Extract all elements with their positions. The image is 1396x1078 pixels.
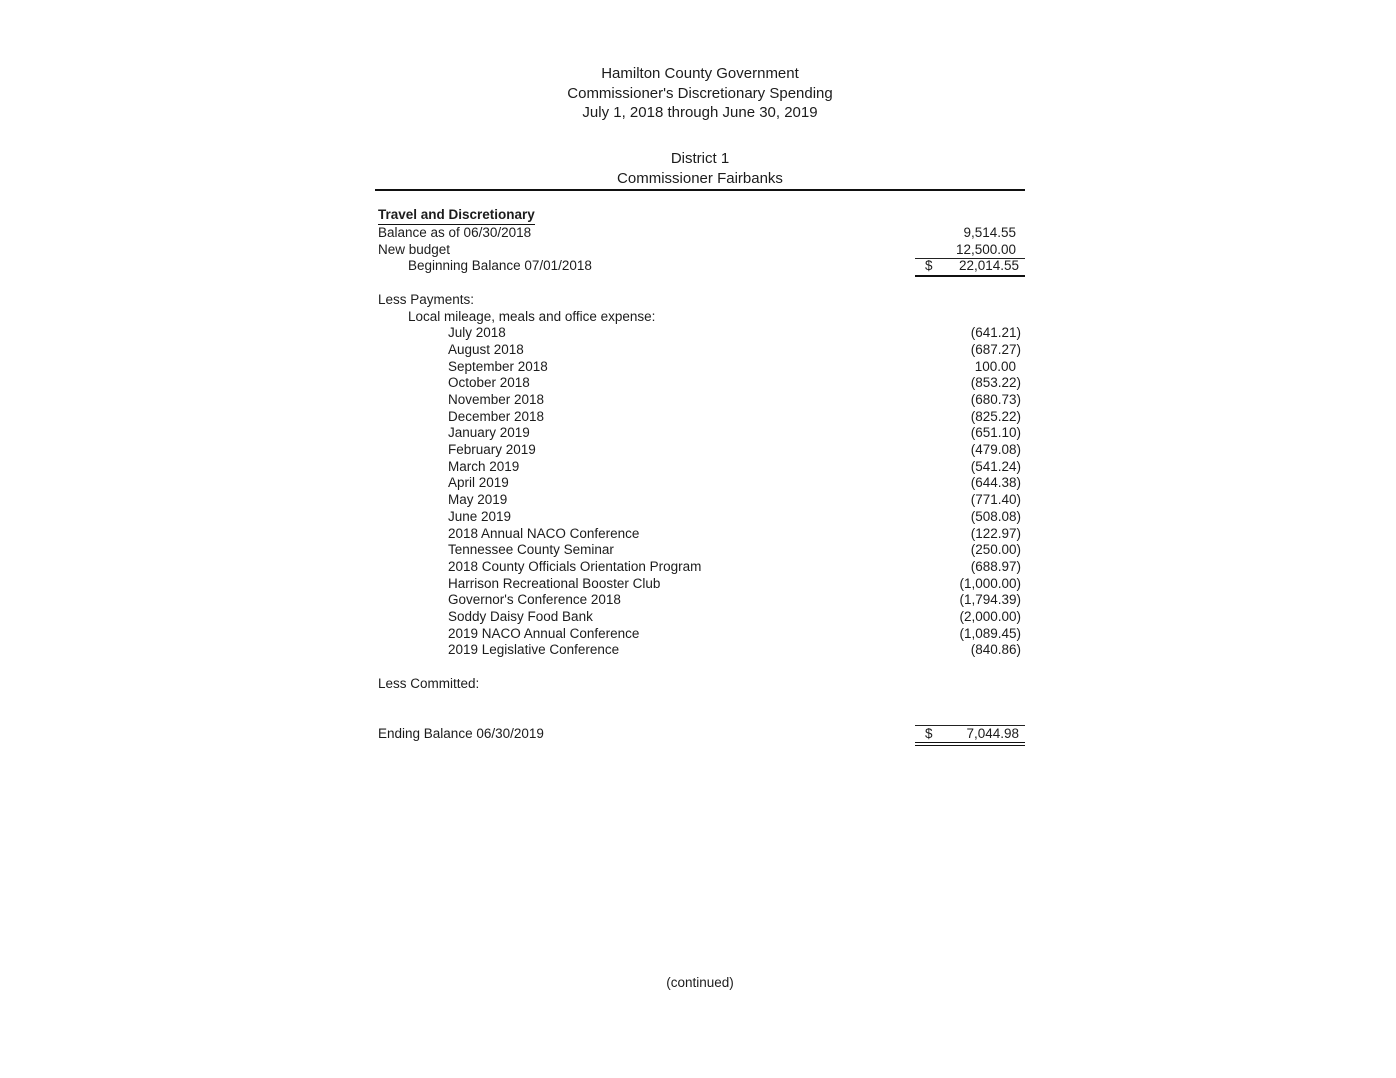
line-item-row: [375, 359, 1025, 376]
line-item-amount: (250.00): [970, 542, 1021, 558]
line-item-amount: (508.08): [970, 508, 1021, 524]
beginning-balance-amount: [915, 258, 1025, 277]
line-item-amount: 12,500.00: [915, 242, 1025, 260]
section-heading: [375, 207, 1025, 225]
line-item-row: [375, 409, 1025, 426]
line-item-row: [375, 492, 1025, 509]
line-item-amount: (122.97): [970, 525, 1021, 541]
payments-list: [375, 325, 1025, 659]
payments-group-label: Local mileage, meals and office expense:: [408, 308, 656, 324]
line-item-label: September 2018: [448, 358, 548, 374]
currency-symbol: $: [925, 725, 933, 741]
line-item-row: [375, 442, 1025, 459]
document-page: [375, 0, 1025, 1078]
line-item-row: [375, 559, 1025, 576]
line-item-amount: 9,514.55: [963, 224, 1016, 240]
line-item-amount: (687.27): [970, 341, 1021, 357]
line-item-label: 2019 NACO Annual Conference: [448, 625, 640, 641]
line-item-label: May 2019: [448, 492, 508, 508]
line-item-label: March 2019: [448, 458, 520, 474]
currency-symbol: $: [925, 258, 933, 274]
continued-label: (continued): [666, 975, 734, 990]
line-item-row: [375, 592, 1025, 609]
line-item-row: [375, 475, 1025, 492]
report-title-line-3: July 1, 2018 through June 30, 2019: [582, 104, 818, 122]
line-item-amount: (771.40): [970, 492, 1021, 508]
line-item-label: August 2018: [448, 341, 524, 357]
line-item-label: Harrison Recreational Booster Club: [448, 575, 661, 591]
line-item-amount: (840.86): [970, 642, 1021, 658]
line-item-amount: (688.97): [970, 558, 1021, 574]
line-item-row: [375, 459, 1025, 476]
line-item-row: [375, 526, 1025, 543]
line-item-label: 2018 County Officials Orientation Program: [448, 558, 702, 574]
section-heading-text: Travel and Discretionary: [378, 207, 535, 225]
less-payments-label: Less Payments:: [378, 291, 475, 307]
report-title-line-2: Commissioner's Discretionary Spending: [567, 84, 833, 102]
line-item-label: April 2019: [448, 475, 509, 491]
line-item-label: July 2018: [448, 325, 506, 341]
line-item-amount: (644.38): [970, 475, 1021, 491]
line-item-label: Governor's Conference 2018: [448, 592, 621, 608]
payments-group-row: [375, 309, 1025, 326]
line-item-amount: (1,794.39): [959, 592, 1021, 608]
line-item-amount: (825.22): [970, 408, 1021, 424]
amount-value: 7,044.98: [966, 725, 1019, 741]
commissioner-name: Commissioner Fairbanks: [617, 169, 783, 187]
line-item-row: [375, 609, 1025, 626]
line-item-label: Tennessee County Seminar: [448, 542, 614, 558]
line-item-row: [375, 342, 1025, 359]
line-item-label: January 2019: [448, 425, 530, 441]
line-item-row: [375, 626, 1025, 643]
beginning-balance-row: [375, 258, 1025, 275]
line-item-row: [375, 576, 1025, 593]
line-item-row: [375, 425, 1025, 442]
line-item-amount: (541.24): [970, 458, 1021, 474]
line-item-label: October 2018: [448, 375, 530, 391]
amount-value: 22,014.55: [958, 258, 1019, 274]
line-item-amount: (853.22): [970, 375, 1021, 391]
ending-balance-row: [375, 725, 1025, 742]
beginning-balance-label: Beginning Balance 07/01/2018: [408, 258, 592, 274]
line-item-label: 2019 Legislative Conference: [448, 642, 620, 658]
line-item-row: [375, 642, 1025, 659]
report-header: [375, 0, 1025, 123]
district-header: [375, 149, 1025, 191]
line-item-row: [375, 375, 1025, 392]
opening-balance-rows: [375, 225, 1025, 258]
less-committed-label: Less Committed:: [378, 676, 480, 691]
district-name: District 1: [670, 150, 730, 168]
line-item-row: [375, 242, 1025, 259]
line-item-amount: (641.21): [970, 325, 1021, 341]
line-item-label: 2018 Annual NACO Conference: [448, 525, 640, 541]
line-item-row: [375, 325, 1025, 342]
line-item-label: February 2019: [448, 442, 536, 458]
line-item-row: [375, 392, 1025, 409]
line-item-amount: (2,000.00): [959, 608, 1021, 624]
line-item-label: November 2018: [448, 392, 545, 407]
ending-balance-label: Ending Balance 06/30/2019: [378, 725, 544, 741]
line-item-label: Soddy Daisy Food Bank: [448, 608, 593, 624]
line-item-label: December 2018: [448, 408, 545, 424]
line-item-label: New budget: [378, 241, 451, 257]
less-payments-row: [375, 292, 1025, 309]
line-item-amount: (1,000.00): [959, 575, 1021, 591]
report-title-line-1: Hamilton County Government: [601, 65, 799, 82]
line-item-amount: (1,089.45): [959, 625, 1021, 641]
line-item-row: [375, 225, 1025, 242]
line-item-amount: (479.08): [970, 442, 1021, 458]
line-item-amount: 100.00: [974, 358, 1016, 374]
ending-balance-amount: [915, 725, 1025, 747]
line-item-amount: (651.10): [970, 425, 1021, 441]
line-item-row: [375, 509, 1025, 526]
line-item-row: [375, 542, 1025, 559]
line-item-label: June 2019: [448, 508, 512, 524]
line-item-label: Balance as of 06/30/2018: [378, 224, 532, 240]
line-item-amount: (680.73): [970, 392, 1021, 407]
less-committed-row: [375, 676, 1025, 693]
